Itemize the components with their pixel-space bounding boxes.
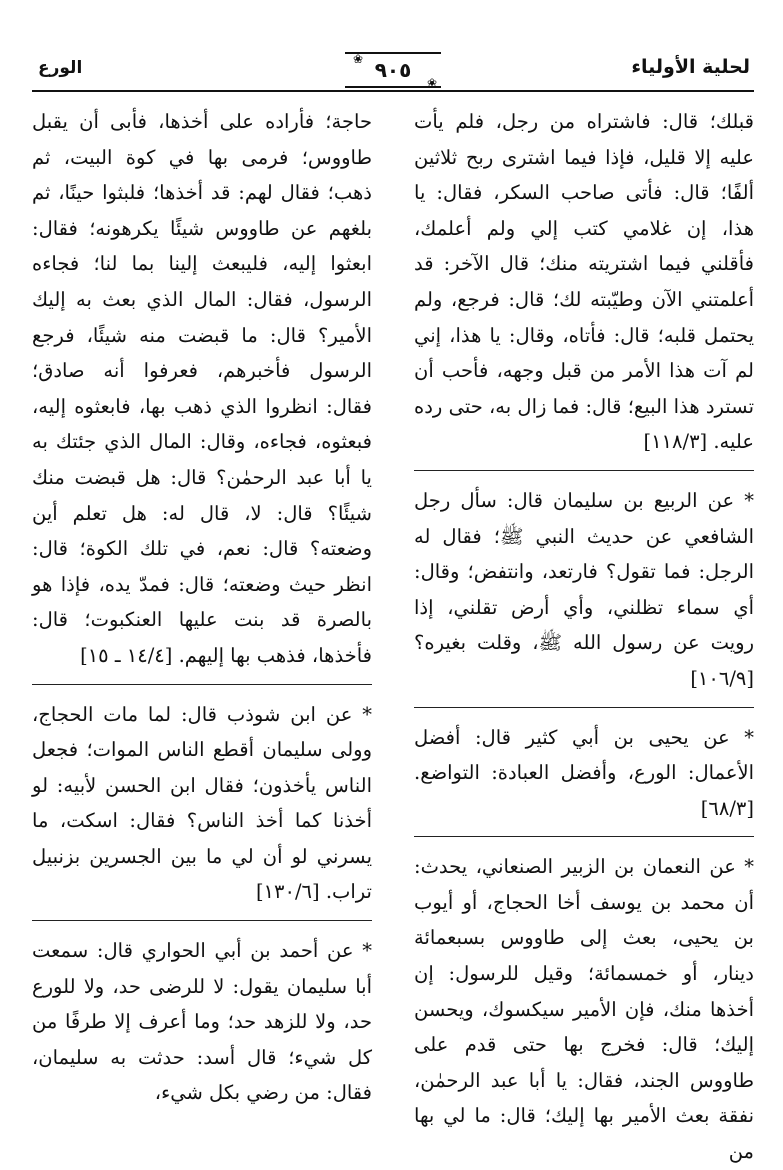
paragraph [414,707,754,827]
citation-ref: [١٤/٤ ـ ١٥] [80,643,173,667]
citation-ref: [١١٨/٣] [643,430,708,454]
page-header [32,46,754,94]
left-column [32,104,372,1111]
paragraph [414,470,754,697]
paragraph [32,920,372,1111]
paragraph-text: * عن يحيى بن أبي كثير قال: أفضل الأعمال: الورع، وأفضل العبادة: التواضع. [414,725,754,785]
header-divider [32,90,754,92]
paragraph-text: * عن النعمان بن الزبير الصنعاني، يحدث: أن محمد بن يوسف أخا الحجاج، أو أيوب بن يحيى، بعث إلى طاووس بسبعمائة دينار، أو خمسمائة؛ وقيل للرسول: إن أخذها منك، فإن الأمير سيكسوك، ويحسن إليك؛ قال: فخرج بها حتى قدم على طاووس الجند، فقال: يا أبا عبد الرحمٰن، نفقة بعث الأمير بها إليك؛ قال: ما لي بها من [414,855,754,1164]
paragraph [414,104,754,460]
page-number: ٩٠٥ [374,58,412,82]
paragraph-text: حاجة؛ فأراده على أخذها، فأبى أن يقبل طاووس؛ فرمى بها في كوة البيت، ثم ذهب؛ فقال لهم: قد أخذها؛ فلبثوا حينًا، ثم بلغهم عن طاووس شيئًا يكرهونه؛ فقال: ابعثوا إليه، فليبعث إلينا بما لنا؛ فجاءه الرسول، فقال: المال الذي بعث به إليك الأمير؟ قال: ما قبضت منه شيئًا، فرجع الرسول فأخبرهم، فعرفوا أنه صادق؛ فقال: انظروا الذي ذهب بها، فابعثوه إليه، فبعثوه، فجاءه، وقال: المال الذي جئتك به يا أبا عبد الرحمٰن؟ قال: هل قبضت منك شيئًا؟ قال: لا، قال له: هل تعلم أين وضعته؟ قال: نعم، في تلك الكوة؛ قال: انظر حيث وضعته؛ قال: فمدّ يده، فإذا هو بالصرة قد بنت عليها العنكبوت؛ قال: فأخذها، فذهب بها إليهم. [32,110,372,667]
paragraph [32,684,372,911]
citation-ref: [٦٨/٣] [700,796,754,820]
text-columns [32,104,754,1164]
book-title: لحلية الأولياء [631,56,750,78]
citation-ref: [١٠٦/٩] [690,666,754,690]
paragraph-text: * عن أحمد بن أبي الحواري قال: سمعت أبا سليمان يقول: لا للرضى حد، ولا للورع حد، ولا للزهد حد؛ وما أعرف إلا طرفًا من كل شيء؛ قال أسد: حدثت به سليمان، فقال: من رضي بكل شيء، [32,939,372,1105]
section-title: الورع [38,58,83,78]
paragraph [414,836,754,1169]
paragraph-text: * عن الربيع بن سليمان قال: سأل رجل الشافعي عن حديث النبي ﷺ؛ فقال له الرجل: فما تقول؟ فارتعد، وانتفض؛ وقال: أي سماء تظلني، وأي أرض تقلني، إذا رويت عن رسول الله ﷺ، وقلت بغيره؟ [414,488,754,655]
right-column [414,104,754,1170]
paragraph-text: * عن ابن شوذب قال: لما مات الحجاج، وولى سليمان أقطع الناس الموات؛ فجعل الناس يأخذون؛ فقال ابن الحسن لأبيه: لو أخذنا كما أخذ الناس؟ فقال: اسكت، ما يسرني لو أن لي ما بين الجسرين بزنبيل تراب. [32,702,372,904]
ornament-icon: ❀ [426,76,437,90]
paragraph-text: قبلك؛ قال: فاشتراه من رجل، فلم يأت عليه إلا قليل، فإذا فيما اشترى ربح ثلاثين ألفًا؛ قال: فأتى صاحب السكر، فقال: يا هذا، إن غلامي كتب إلي ولم أعلمك، فأقلني فيما اشتريته منك؛ قال الآخر: قد أعلمتني الآن وطيّبته لك؛ قال: فرجع، ولم يحتمل قلبه؛ قال: فأتاه، وقال: يا هذا، إني لم آت هذا الأمر من قبل وجهه، فأحب أن تسترد هذا البيع؛ قال: فما زال به، حتى رده عليه. [414,110,754,454]
citation-ref: [١٣٠/٦] [255,880,320,904]
page-number-frame [345,52,441,88]
paragraph [32,104,372,674]
ornament-icon: ❀ [352,52,363,66]
